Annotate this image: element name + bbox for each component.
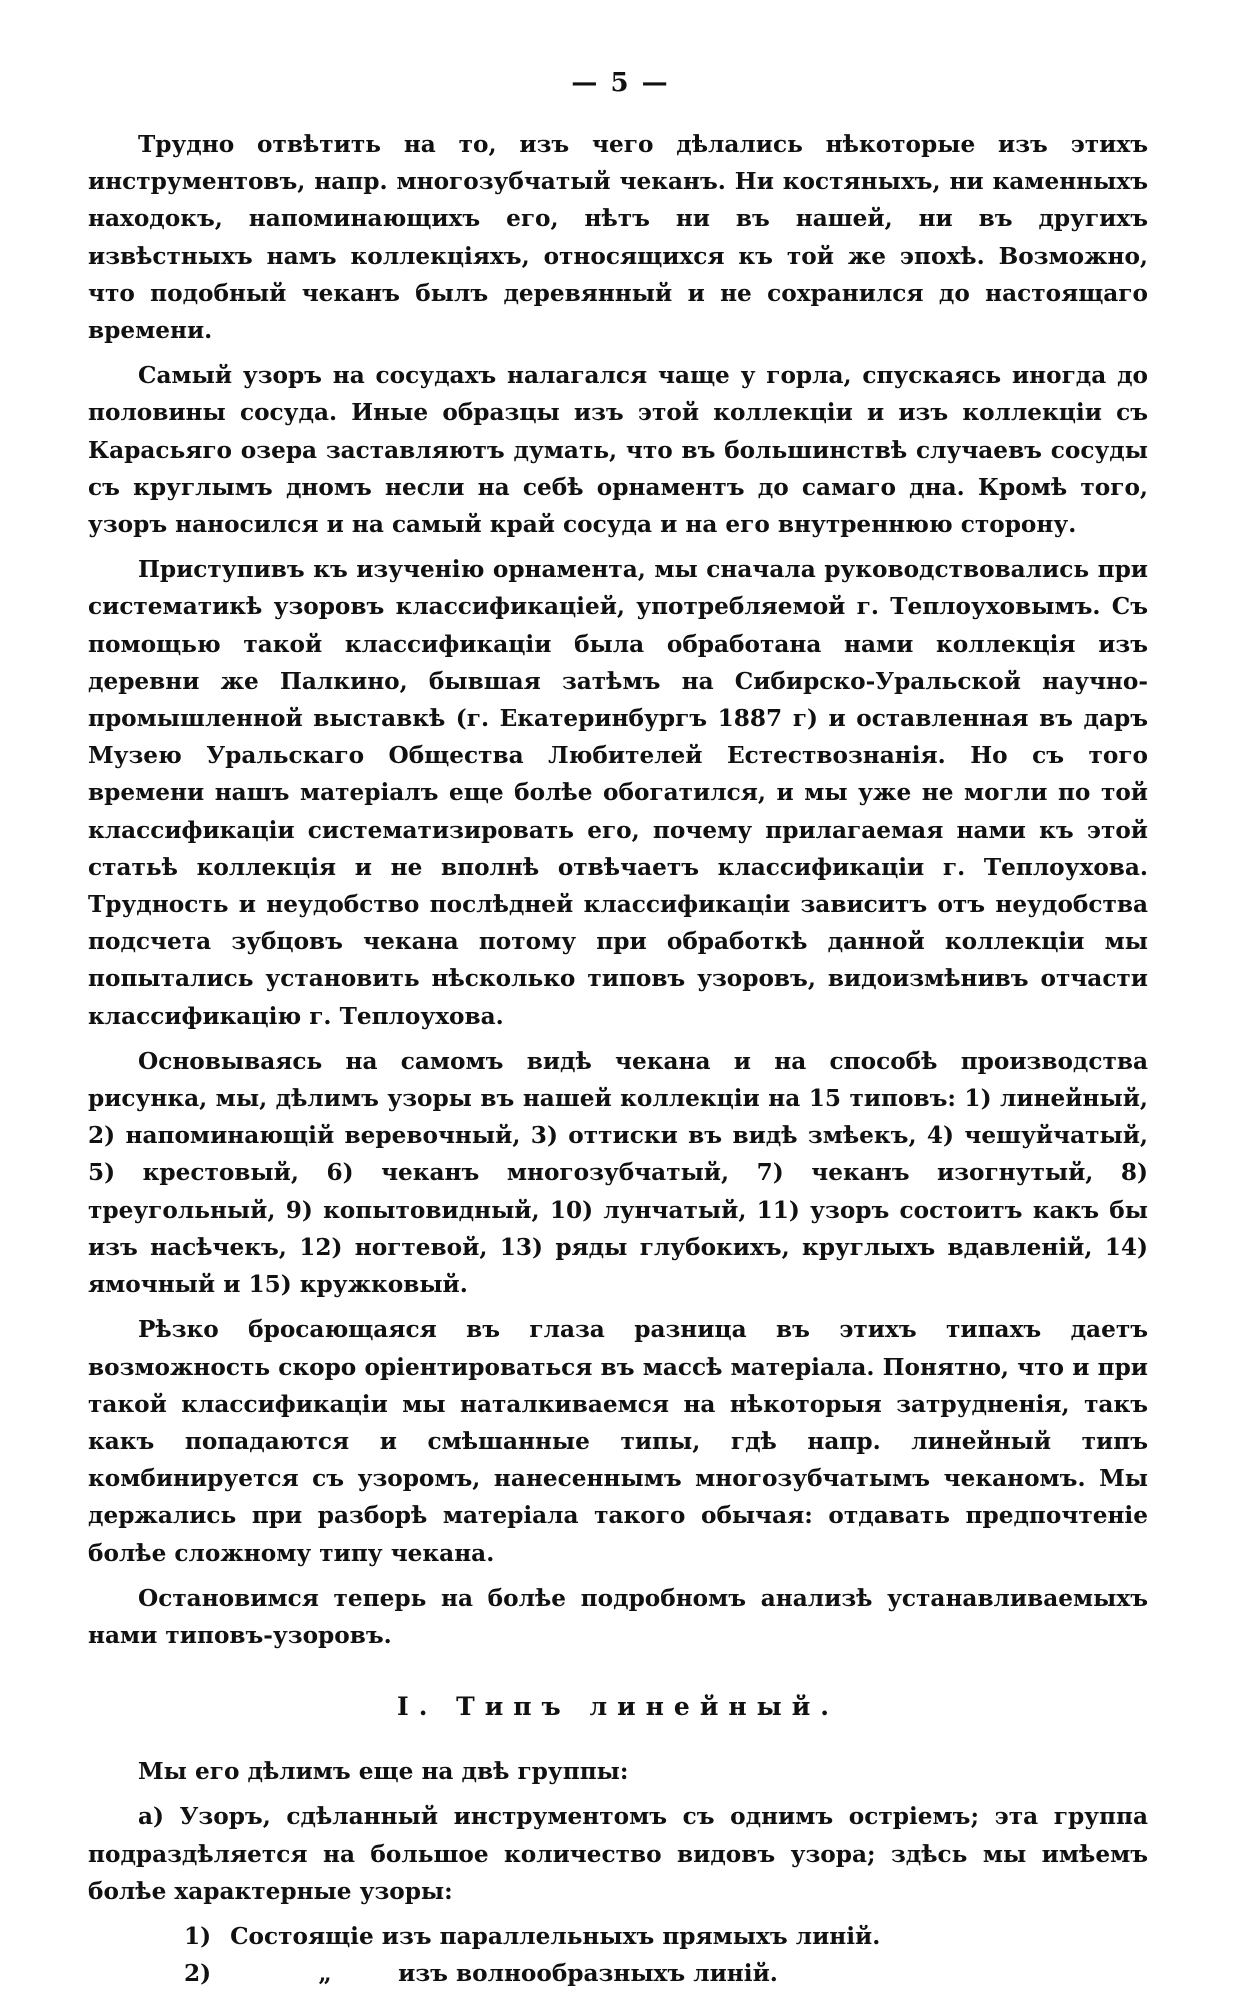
page-number: — 5 — bbox=[571, 68, 670, 98]
list-item-text: Состоящіе изъ параллельныхъ прямыхъ линій. bbox=[230, 1922, 881, 1950]
body-text bbox=[88, 126, 1148, 1992]
section-heading: I. Типъ линейный. bbox=[397, 1692, 839, 1722]
paragraph: Основываясь на самомъ видѣ чекана и на способѣ производства рисунка, мы, дѣлимъ узоры въ нашей коллекціи на 15 типовъ: 1) линейный, 2) напоминающій веревочный, 3) оттиски въ видѣ змѣекъ, 4) чешуйчатый, 5) крестовый, 6) чеканъ многозубчатый, 7) чеканъ изогнутый, 8) треугольный, 9) копытовидный, 10) лунчатый, 11) узоръ состоитъ какъ бы изъ насѣчекъ, 12) ногтевой, 13) ряды глубокихъ, круглыхъ вдавленій, 14) ямочный и 15) кружковый. bbox=[88, 1047, 1148, 1299]
paragraph: Остановимся теперь на болѣе подробномъ анализѣ устанавливаемыхъ нами типовъ-узоровъ. bbox=[88, 1584, 1148, 1649]
list-item bbox=[88, 1955, 1148, 1992]
list-item-text: изъ волнообразныхъ линій. bbox=[398, 1960, 778, 1988]
list-item-number: 1) bbox=[184, 1922, 212, 1950]
paragraph: Самый узоръ на сосудахъ налагался чаще у горла, спускаясь иногда до половины сосуда. Иные образцы изъ этой коллекціи и изъ коллекціи съ Карасьяго озера заставляютъ думать, что въ большинствѣ случаевъ сосуды съ круглымъ дномъ несли на себѣ орнаментъ до самаго дна. Кромѣ того, узоръ наносился и на самый край сосуда и на его внутреннюю сторону. bbox=[88, 362, 1148, 539]
paragraph: Приступивъ къ изученію орнамента, мы сначала руководствовались при систематикѣ узоровъ классификаціей, употребляемой г. Теплоуховымъ. Съ помощью такой классификаціи была обработана нами коллекція изъ деревни же Палкино, бывшая затѣмъ на Сибирско-Уральской научно-промышленной выставкѣ (г. Екатеринбургъ 1887 г) и оставленная въ даръ Музею Уральскаго Общества Любителей Естествознанія. Но съ того времени нашъ матеріалъ еще болѣе обогатился, и мы уже не могли по той классификаціи систематизировать его, почему прилагаемая нами къ этой статьѣ коллекція и не вполнѣ отвѣчаетъ классификаціи г. Теплоухова. Трудность и неудобство послѣдней классификаціи зависитъ отъ неудобства подсчета зубцовъ чекана потому при обработкѣ данной коллекціи мы попытались установить нѣсколько типовъ узоровъ, видоизмѣнивъ отчасти классификацію г. Теплоухова. bbox=[88, 556, 1148, 1030]
paragraph: Рѣзко бросающаяся въ глаза разница въ этихъ типахъ даетъ возможность скоро оріентироваться въ массѣ матеріала. Понятно, что и при такой классификаціи мы наталкиваемся на нѣкоторыя затрудненія, такъ какъ попадаются и смѣшанные типы, гдѣ напр. линейный типъ комбинируется съ узоромъ, нанесеннымъ многозубчатымъ чеканомъ. Мы держались при разборѣ матеріала такого обычая: отдавать предпочтеніе болѣе сложному типу чекана. bbox=[88, 1316, 1148, 1567]
list-item bbox=[88, 1918, 1148, 1955]
paragraph: Трудно отвѣтить на то, изъ чего дѣлались нѣкоторые изъ этихъ инструментовъ, напр. многозубчатый чеканъ. Ни костяныхъ, ни каменныхъ находокъ, напоминающихъ его, нѣтъ ни въ нашей, ни въ другихъ извѣстныхъ намъ коллекціяхъ, относящихся къ той же эпохѣ. Возможно, что подобный чеканъ былъ деревянный и не сохранился до настоящаго времени. bbox=[88, 131, 1148, 345]
ditto-mark: „ bbox=[318, 1960, 332, 1988]
section-intro: Мы его дѣлимъ еще на двѣ группы: bbox=[138, 1758, 629, 1786]
group-a-paragraph: а) Узоръ, сдѣланный инструментомъ съ однимъ остріемъ; эта группа подраздѣляется на большое количество видовъ узора; здѣсь мы имѣемъ болѣе характерные узоры: bbox=[88, 1803, 1148, 1905]
list-item-number: 2) bbox=[184, 1960, 212, 1988]
